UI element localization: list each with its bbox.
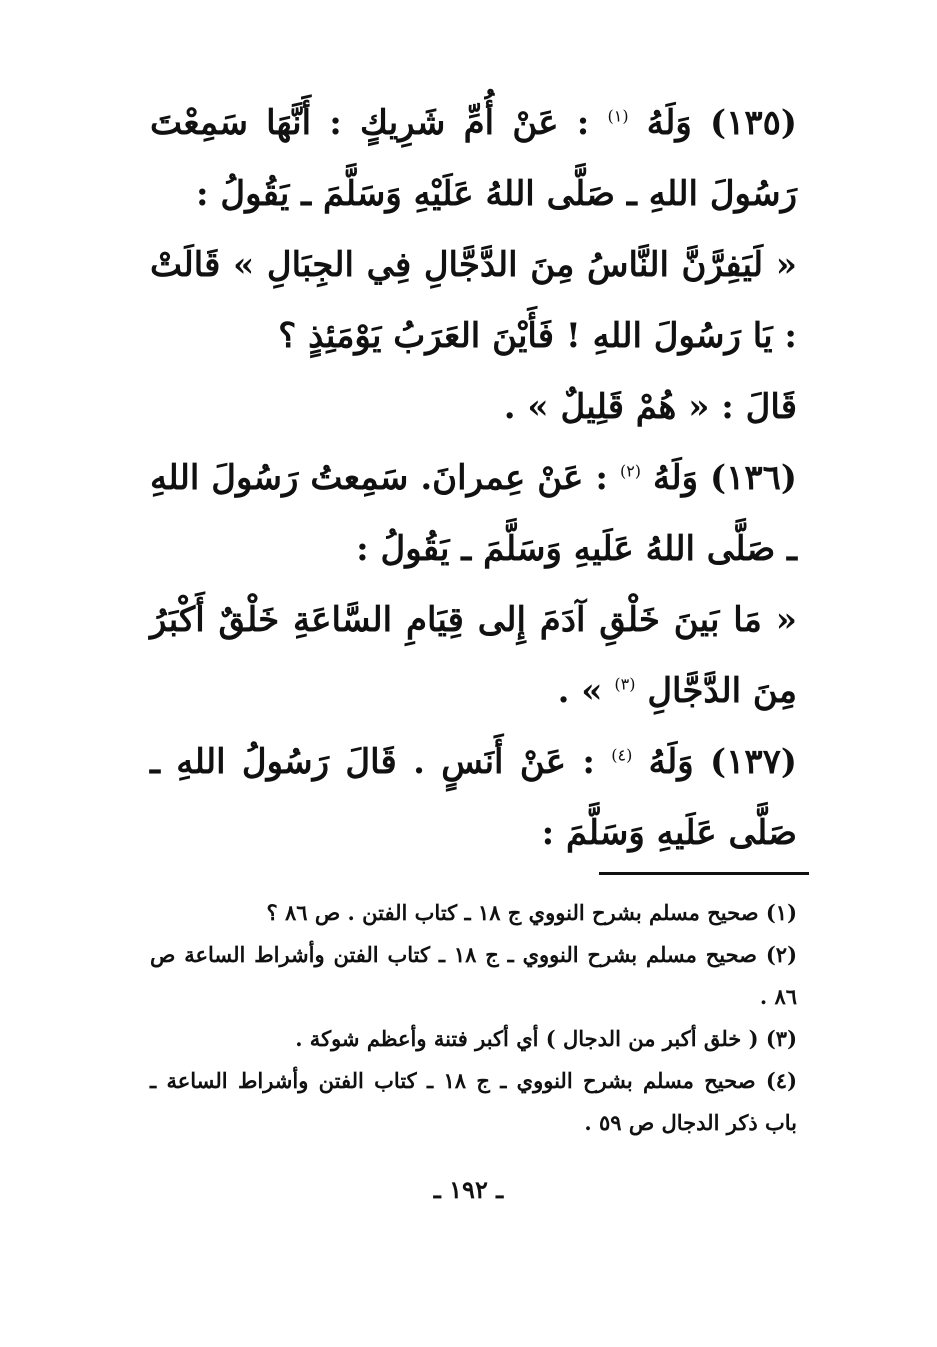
hadith-number: (١٣٧) [710,742,798,782]
hadith-text-end: » . [557,671,603,711]
main-text [150,88,797,869]
hadith-text: قَالَ : « هُمْ قَلِيلٌ » . [503,387,797,427]
footnote-2: (٢) صحيح مسلم بشرح النووي ـ ج ١٨ ـ كتاب الفتن وأشراط الساعة ص ٨٦ . [150,942,797,1009]
hadith-text: « لَيَفِرَّنَّ النَّاسُ مِنَ الدَّجَّالِ فِي الجِبَالِ » قَالَتْ : يَا رَسُولَ اللهِ ! فَأَيْنَ العَرَبُ يَوْمَئِذٍ ؟ [150,245,797,356]
footnote-ref: (٣) [614,674,636,694]
hadith-135 [150,88,797,230]
footnote-ref: (٤) [611,745,633,765]
hadith-text: « مَا بَينَ خَلْقِ آدَمَ إِلى قِيَامِ السَّاعَةِ خَلْقٌ أَكْبَرُ مِنَ الدَّجَّالِ [150,600,797,711]
footnote-ref: (٢) [619,461,642,481]
page-number: ـ ١٩٢ ـ [433,1175,504,1204]
hadith-136 [150,443,797,585]
hadith-text: : عَنْ عِمرانَ. سَمِعتُ رَسُولَ اللهِ ـ صَلَّى اللهُ عَلَيهِ وَسَلَّمَ ـ يَقُولُ : [150,458,797,569]
hadith-136-quote [150,585,797,727]
footnote-3: (٣) ( خلق أكبر من الدجال ) أي أكبر فتنة وأعظم شوكة . [295,1026,797,1051]
footnote-1: (١) صحيح مسلم بشرح النووي ج ١٨ ـ كتاب الفتن . ص ٨٦ ؟ [266,900,797,925]
hadith-text: : عَنْ أُمِّ شَرِيكٍ : أَنَّهَا سَمِعْتَ رَسُولَ اللهِ ـ صَلَّى اللهُ عَلَيْهِ وَسَلَّمَ ـ يَقُولُ : [150,103,797,214]
hadith-text: : عَنْ أَنَسٍ . قَالَ رَسُولُ اللهِ ـ صَلَّى عَلَيهِ وَسَلَّمَ : [150,742,797,853]
footnote-4: (٤) صحيح مسلم بشرح النووي ـ ج ١٨ ـ كتاب الفتن وأشراط الساعة ـ باب ذكر الدجال ص ٥٩ . [150,1068,797,1135]
hadith-lead: وَلَهُ [646,103,692,143]
footnote-divider [599,872,809,875]
hadith-135-quote [150,230,797,372]
hadith-lead: وَلَهُ [648,742,694,782]
hadith-number: (١٣٥) [710,103,798,143]
hadith-lead: وَلَهُ [653,458,699,498]
footnotes [150,892,797,1144]
hadith-number: (١٣٦) [710,458,797,498]
hadith-135-answer [150,372,797,443]
footnote-ref: (١) [607,106,629,126]
hadith-137 [150,727,797,869]
